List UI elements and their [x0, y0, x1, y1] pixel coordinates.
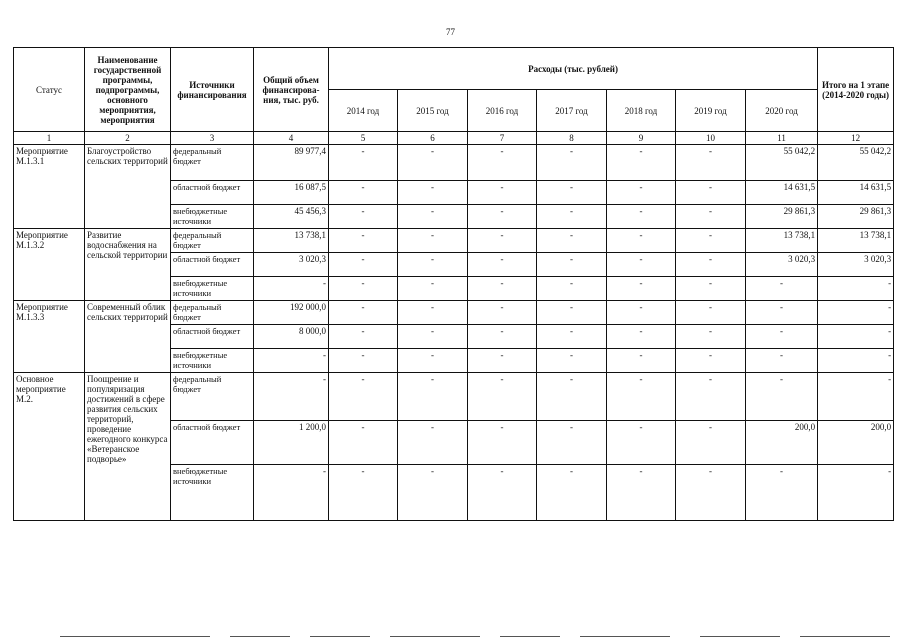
year-value-cell: - [607, 277, 676, 301]
total-volume-cell: - [254, 277, 329, 301]
header-total-volume: Общий объем финансирова-ния, тыс. руб. [254, 48, 329, 132]
year-value-cell: - [329, 373, 398, 421]
header-year: 2014 год [329, 90, 398, 132]
itog-cell: 55 042,2 [818, 145, 894, 181]
itog-cell: - [818, 301, 894, 325]
year-value-cell: - [537, 465, 607, 521]
source-cell: областной бюджет [171, 325, 254, 349]
header-itog: Итого на 1 этапе (2014-2020 годы) [818, 48, 894, 132]
year-value-cell: - [329, 229, 398, 253]
source-cell: внебюджетные источники [171, 277, 254, 301]
year-value-cell: 3 020,3 [746, 253, 818, 277]
year-value-cell: - [746, 465, 818, 521]
year-value-cell: - [676, 277, 746, 301]
column-number: 2 [85, 132, 171, 145]
year-value-cell: 55 042,2 [746, 145, 818, 181]
itog-cell: 200,0 [818, 421, 894, 465]
itog-cell: - [818, 277, 894, 301]
year-value-cell: - [607, 145, 676, 181]
year-value-cell: - [398, 205, 468, 229]
year-value-cell: - [468, 181, 537, 205]
year-value-cell: - [676, 421, 746, 465]
column-number: 10 [676, 132, 746, 145]
name-cell: Современный облик сельских территорий [85, 301, 171, 373]
year-value-cell: - [398, 373, 468, 421]
year-value-cell: - [537, 277, 607, 301]
header-year: 2017 год [537, 90, 607, 132]
header-year: 2015 год [398, 90, 468, 132]
year-value-cell: - [329, 253, 398, 277]
year-value-cell: - [329, 325, 398, 349]
name-cell: Благоустройство сельских территорий [85, 145, 171, 229]
year-value-cell: - [607, 349, 676, 373]
year-value-cell: - [468, 301, 537, 325]
table-row [14, 229, 894, 253]
total-volume-cell: 45 456,3 [254, 205, 329, 229]
source-cell: федеральный бюджет [171, 145, 254, 181]
total-volume-cell: - [254, 465, 329, 521]
year-value-cell: - [329, 349, 398, 373]
column-number: 3 [171, 132, 254, 145]
budget-table [13, 47, 894, 521]
year-value-cell: - [537, 325, 607, 349]
total-volume-cell: 89 977,4 [254, 145, 329, 181]
source-cell: федеральный бюджет [171, 373, 254, 421]
year-value-cell: 13 738,1 [746, 229, 818, 253]
name-cell: Поощрение и популяризация достижений в сфере развития сельских территорий, проведение ежегодного конкурса «Ветеранское подворье» [85, 373, 171, 521]
source-cell: внебюджетные источники [171, 205, 254, 229]
header-expenses: Расходы (тыс. рублей) [329, 48, 818, 90]
year-value-cell: - [607, 181, 676, 205]
year-value-cell: - [746, 277, 818, 301]
total-volume-cell: 8 000,0 [254, 325, 329, 349]
itog-cell: 14 631,5 [818, 181, 894, 205]
page-number: 77 [446, 27, 455, 37]
year-value-cell: - [607, 301, 676, 325]
year-value-cell: 29 861,3 [746, 205, 818, 229]
column-number: 8 [537, 132, 607, 145]
year-value-cell: - [468, 229, 537, 253]
year-value-cell: - [468, 253, 537, 277]
column-number: 6 [398, 132, 468, 145]
year-value-cell: - [676, 349, 746, 373]
year-value-cell: - [676, 325, 746, 349]
header-year: 2020 год [746, 90, 818, 132]
column-number: 9 [607, 132, 676, 145]
header-year: 2016 год [468, 90, 537, 132]
total-volume-cell: 1 200,0 [254, 421, 329, 465]
itog-cell: - [818, 373, 894, 421]
header-year: 2019 год [676, 90, 746, 132]
year-value-cell: - [329, 301, 398, 325]
source-cell: федеральный бюджет [171, 229, 254, 253]
header-status: Статус [14, 48, 85, 132]
year-value-cell: - [468, 325, 537, 349]
year-value-cell: - [468, 421, 537, 465]
total-volume-cell: - [254, 373, 329, 421]
source-cell: федеральный бюджет [171, 301, 254, 325]
year-value-cell: - [676, 205, 746, 229]
year-value-cell: - [676, 465, 746, 521]
year-value-cell: - [468, 349, 537, 373]
year-value-cell: - [398, 421, 468, 465]
total-volume-cell: 192 000,0 [254, 301, 329, 325]
year-value-cell: - [537, 349, 607, 373]
column-number: 12 [818, 132, 894, 145]
table-row [14, 301, 894, 325]
year-value-cell: - [537, 229, 607, 253]
itog-cell: 3 020,3 [818, 253, 894, 277]
year-value-cell: - [329, 181, 398, 205]
year-value-cell: - [537, 301, 607, 325]
year-value-cell: - [329, 421, 398, 465]
year-value-cell: - [398, 465, 468, 521]
total-volume-cell: 13 738,1 [254, 229, 329, 253]
header-year: 2018 год [607, 90, 676, 132]
page-bottom-border [0, 634, 905, 640]
year-value-cell: - [607, 373, 676, 421]
source-cell: внебюджетные источники [171, 465, 254, 521]
year-value-cell: - [607, 421, 676, 465]
year-value-cell: - [746, 325, 818, 349]
year-value-cell: - [329, 277, 398, 301]
source-cell: областной бюджет [171, 421, 254, 465]
source-cell: областной бюджет [171, 181, 254, 205]
itog-cell: 13 738,1 [818, 229, 894, 253]
itog-cell: - [818, 325, 894, 349]
year-value-cell: 200,0 [746, 421, 818, 465]
year-value-cell: - [329, 205, 398, 229]
name-cell: Развитие водоснабжения на сельской территории [85, 229, 171, 301]
year-value-cell: - [398, 277, 468, 301]
year-value-cell: - [676, 181, 746, 205]
year-value-cell: - [746, 373, 818, 421]
year-value-cell: - [676, 145, 746, 181]
year-value-cell: - [676, 373, 746, 421]
table-row [14, 145, 894, 181]
itog-cell: 29 861,3 [818, 205, 894, 229]
itog-cell: - [818, 465, 894, 521]
year-value-cell: - [676, 229, 746, 253]
year-value-cell: - [607, 465, 676, 521]
year-value-cell: - [398, 325, 468, 349]
year-value-cell: - [537, 373, 607, 421]
year-value-cell: - [329, 465, 398, 521]
column-number: 7 [468, 132, 537, 145]
column-number: 11 [746, 132, 818, 145]
year-value-cell: - [607, 205, 676, 229]
year-value-cell: - [537, 253, 607, 277]
year-value-cell: - [468, 205, 537, 229]
year-value-cell: - [468, 145, 537, 181]
year-value-cell: - [468, 277, 537, 301]
year-value-cell: - [398, 349, 468, 373]
year-value-cell: - [398, 253, 468, 277]
year-value-cell: - [398, 181, 468, 205]
column-number: 1 [14, 132, 85, 145]
status-cell: Мероприятие М.1.3.3 [14, 301, 85, 373]
year-value-cell: - [607, 253, 676, 277]
itog-cell: - [818, 349, 894, 373]
year-value-cell: - [537, 421, 607, 465]
year-value-cell: - [607, 325, 676, 349]
status-cell: Мероприятие М.1.3.2 [14, 229, 85, 301]
table-row [14, 373, 894, 421]
header-sources: Источники финансирования [171, 48, 254, 132]
column-number: 5 [329, 132, 398, 145]
source-cell: внебюджетные источники [171, 349, 254, 373]
year-value-cell: - [676, 253, 746, 277]
year-value-cell: - [398, 145, 468, 181]
header-name: Наименование государственной программы, подпрограммы, основного мероприятия, мероприятия [85, 48, 171, 132]
year-value-cell: - [468, 373, 537, 421]
status-cell: Мероприятие М.1.3.1 [14, 145, 85, 229]
year-value-cell: - [537, 145, 607, 181]
total-volume-cell: 16 087,5 [254, 181, 329, 205]
year-value-cell: - [398, 301, 468, 325]
year-value-cell: - [537, 181, 607, 205]
year-value-cell: 14 631,5 [746, 181, 818, 205]
total-volume-cell: - [254, 349, 329, 373]
year-value-cell: - [676, 301, 746, 325]
year-value-cell: - [537, 205, 607, 229]
total-volume-cell: 3 020,3 [254, 253, 329, 277]
year-value-cell: - [607, 229, 676, 253]
year-value-cell: - [329, 145, 398, 181]
year-value-cell: - [398, 229, 468, 253]
status-cell: Основное мероприятие М.2. [14, 373, 85, 521]
column-number: 4 [254, 132, 329, 145]
year-value-cell: - [468, 465, 537, 521]
year-value-cell: - [746, 349, 818, 373]
year-value-cell: - [746, 301, 818, 325]
source-cell: областной бюджет [171, 253, 254, 277]
